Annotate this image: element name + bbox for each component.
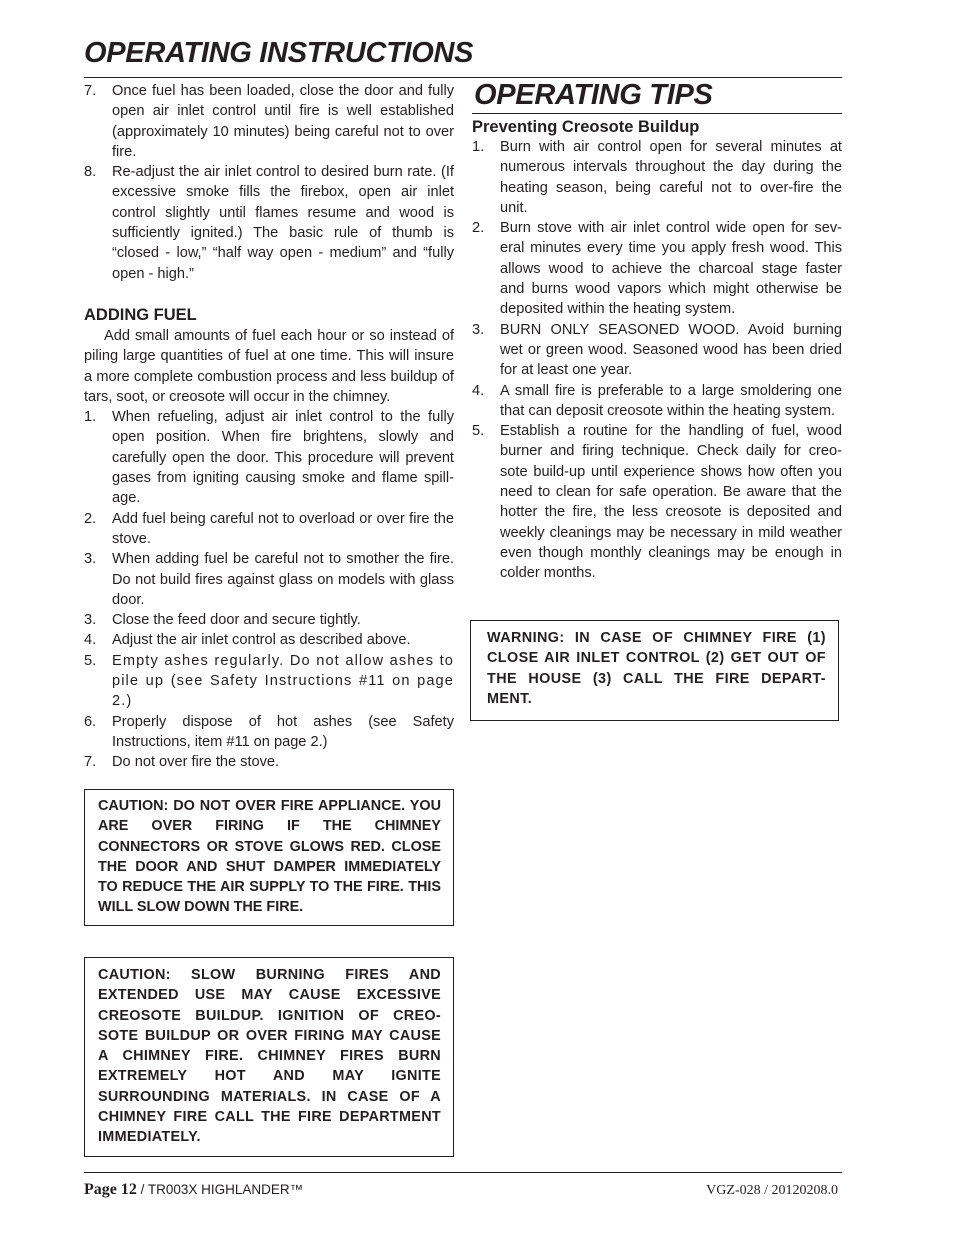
- item-number: 2.: [84, 510, 97, 527]
- list-item: [84, 162, 454, 284]
- creosote-subheading: Preventing Creosote Buildup: [472, 118, 700, 136]
- footer-doc-code: VGZ-028 / 20120208.0: [706, 1183, 838, 1198]
- item-number: 5.: [472, 423, 485, 440]
- warning-text: WARNING: IN CASE OF CHIMNEY FIRE (1) CLOSE AIR INLET CONTROL (2) GET OUT OF THE HOUSE (3) CALL THE FIRE DEPART-MENT.: [487, 630, 826, 707]
- item-number: 8.: [84, 164, 97, 181]
- item-text: Do not over fire the stove.: [112, 754, 280, 771]
- list-item: [84, 81, 454, 162]
- item-number: 7.: [84, 83, 97, 99]
- item-number: 4.: [472, 382, 485, 399]
- list-item: [84, 509, 454, 550]
- adding-fuel-heading: ADDING FUEL: [84, 305, 197, 324]
- item-number: 4.: [84, 632, 97, 649]
- caution-box-over-fire: [84, 789, 454, 926]
- operating-tips-title: OPERATING TIPS: [474, 79, 713, 111]
- item-text: Burn stove with air inlet control wide open for sev-eral minutes every time you apply fresh wood. This allows wood to achieve the charcoal stage faster and burns wood vapors which might otherwise be deposited within the heating system.: [500, 220, 842, 318]
- caution-text: CAUTION: SLOW BURNING FIRES AND EXTENDED USE MAY CAUSE EXCESSIVE CREOSOTE BUILDUP. IGNITION OF CREO-SOTE BUILDUP OR OVER FIRING MAY CAUSE A CHIMNEY FIRE. CHIMNEY FIRES BURN EXTREMELY HOT AND MAY IGNITE SURROUNDING MATERIALS. IN CASE OF A CHIMNEY FIRE CALL THE FIRE DEPARTMENT IMMEDIATELY.: [98, 967, 441, 1146]
- left-column: [84, 81, 454, 773]
- page-title: OPERATING INSTRUCTIONS: [84, 37, 474, 69]
- item-text: When adding fuel be careful not to smother the fire. Do not build fires against glass on models with glass door.: [112, 551, 454, 608]
- caution-box-creosote: [84, 957, 454, 1157]
- item-number: 6.: [84, 713, 97, 730]
- list-item: [472, 381, 842, 422]
- adding-fuel-paragraph: Add small amounts of fuel each hour or so instead of piling large quantities of fuel at one time. This will insure a more complete combustion process and less buildup of tars, soot, or creosote will occur in the chimney.: [84, 327, 454, 405]
- item-text: A small fire is preferable to a large smoldering one that can deposit creosote within the heating system.: [500, 382, 842, 419]
- item-text: Adjust the air inlet control as described above.: [112, 632, 411, 649]
- item-text: Re-adjust the air inlet control to desired burn rate. (If excessive smoke fills the firebox, open air inlet control slightly until flames resume and wood is sufficiently ignited.) The basic rule of thumb is “closed - low,” “half way open - medium” and “fully open - high.”: [112, 164, 454, 282]
- list-item: [84, 549, 454, 610]
- footer-page-info: [84, 1181, 303, 1199]
- footer-rule: [84, 1172, 842, 1173]
- list-item: [84, 630, 454, 650]
- item-text: Close the feed door and secure tightly.: [112, 612, 361, 629]
- list-item: [472, 137, 842, 218]
- item-text: Burn with air control open for several minutes at numerous intervals throughout the day during the heating season, being careful not to over-fire the unit.: [500, 139, 842, 216]
- item-text: Add fuel being careful not to overload or over fire the stove.: [112, 510, 454, 547]
- item-number: 2.: [472, 220, 485, 237]
- list-item: [84, 712, 454, 753]
- item-text: BURN ONLY SEASONED WOOD. Avoid burning wet or green wood. Seasoned wood has been dried for at least one year.: [500, 321, 842, 379]
- list-item: [84, 752, 454, 772]
- item-number: 1.: [84, 409, 97, 426]
- list-item: [472, 320, 842, 381]
- item-text: Once fuel has been loaded, close the door and fully open air inlet control until fire is well established (approximately 10 minutes) being careful not to over fire.: [112, 83, 454, 160]
- tips-list: [472, 137, 842, 584]
- product-name: / TR003X HIGHLANDER™: [136, 1182, 304, 1197]
- header-rule: [84, 77, 842, 78]
- list-item: [472, 218, 842, 319]
- list-item: [84, 651, 454, 712]
- caution-text: CAUTION: DO NOT OVER FIRE APPLIANCE. YOU ARE OVER FIRING IF THE CHIMNEY CONNECTORS OR STOVE GLOWS RED. CLOSE THE DOOR AND SHUT DAMPER IMMEDIATELY TO REDUCE THE AIR SUPPLY TO THE FIRE. THIS WILL SLOW DOWN THE FIRE.: [98, 798, 441, 916]
- list-item: [472, 421, 842, 583]
- intro-list: [84, 81, 454, 284]
- item-number: 1.: [472, 139, 485, 155]
- item-number: 7.: [84, 754, 97, 771]
- item-number: 3.: [472, 321, 485, 338]
- warning-box-chimney-fire: [470, 620, 839, 721]
- item-number: 3.: [84, 612, 97, 629]
- item-text: Empty ashes regularly. Do not allow ashes to pile up (see Safety Instructions #11 on page 2.): [112, 652, 454, 710]
- item-text: When refueling, adjust air inlet control to the fully open position. When fire brightens, slowly and carefully open the door. This procedure will prevent gases from igniting causing smoke and flame spill-age.: [112, 409, 454, 507]
- item-number: 3.: [84, 551, 97, 568]
- item-number: 5.: [84, 652, 97, 669]
- adding-fuel-list: [84, 407, 454, 772]
- item-text: Properly dispose of hot ashes (see Safety Instructions, item #11 on page 2.): [112, 713, 454, 750]
- item-text: Establish a routine for the handling of fuel, wood burner and firing technique. Check daily for creo-sote build-up until experience shows how often you need to clean for safe operation. Be aware that the hotter the fire, the less creosote is deposited and weekly cleanings may be necessary in mild weather even though monthly cleanings may be enough in colder months.: [500, 423, 842, 582]
- right-column: [472, 80, 842, 584]
- list-item: [84, 407, 454, 508]
- list-item: [84, 610, 454, 630]
- page-number: Page 12: [84, 1181, 137, 1198]
- tips-rule: [472, 113, 842, 114]
